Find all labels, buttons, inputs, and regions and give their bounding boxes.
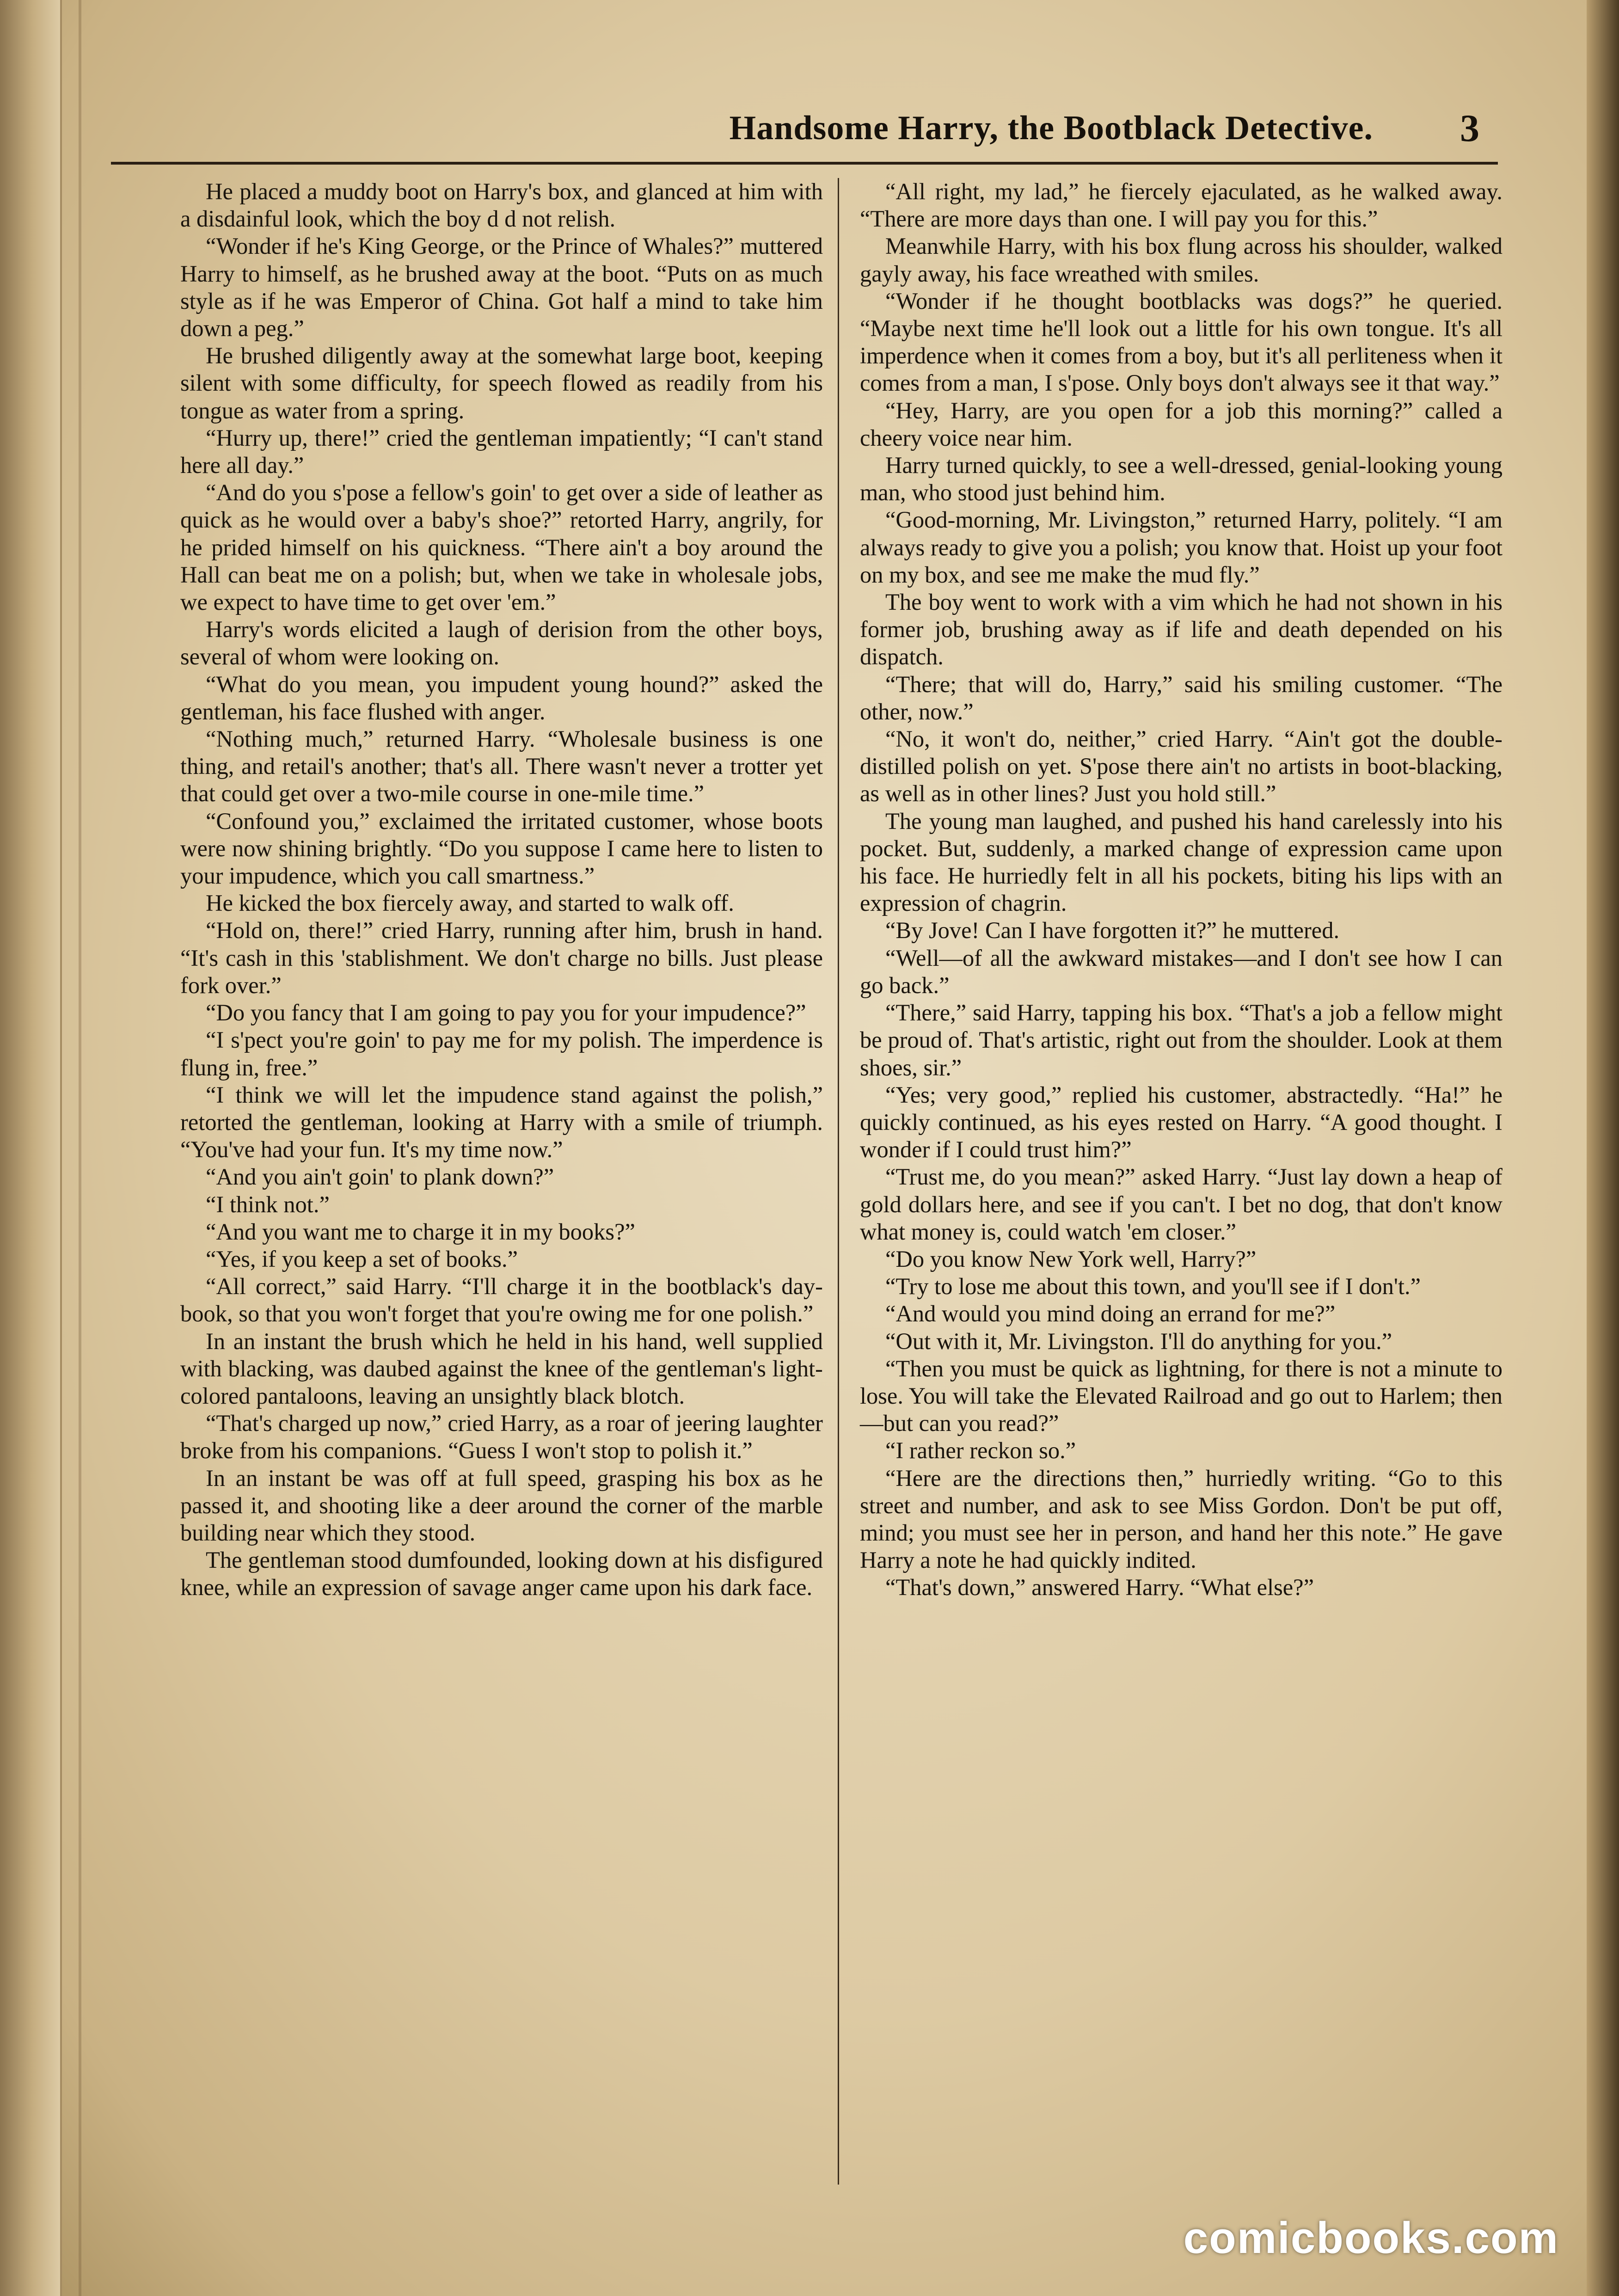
- paragraph: “Hey, Harry, are you open for a job this morning?” called a cheery voice near him.: [860, 397, 1502, 451]
- paragraph: “Wonder if he's King George, or the Prince of Whales?” muttered Harry to himself, as he brushed away at the boot. “Puts on as much style as if he was Emperor of China. Got half a mind to take him down a peg.”: [180, 233, 823, 342]
- paragraph: “I rather reckon so.”: [885, 1437, 1076, 1464]
- paragraph: “I s'pect you're goin' to pay me for my polish. The imperdence is flung in, free.”: [180, 1027, 823, 1080]
- paragraph: In an instant the brush which he held in his hand, well supplied with blacking, was daubed against the knee of the gentleman's light-colored pantaloons, leaving an unsightly black blotch.: [180, 1328, 823, 1409]
- paragraph: “Wonder if he thought bootblacks was dogs?” he queried. “Maybe next time he'll look out a little for his own tongue. It's all imperdence when it comes from a boy, but it's all perliteness when it comes from a man, I s'pose. Only boys don't always see it that way.”: [860, 288, 1502, 396]
- paragraph: “Yes; very good,” replied his customer, abstractedly. “Ha!” he quickly continued, as his eyes rested on Harry. “A good thought. I wonder if I could trust him?”: [860, 1081, 1502, 1163]
- text-column-left: [180, 178, 823, 2222]
- paragraph: “All right, my lad,” he fiercely ejaculated, as he walked away. “There are more days than one. I will pay you for this.”: [860, 178, 1502, 232]
- header-rule: [111, 162, 1498, 165]
- paragraph: “There,” said Harry, tapping his box. “That's a job a fellow might be proud of. That's artistic, right out from the shoulder. Look at them shoes, sir.”: [860, 1000, 1502, 1080]
- paragraph: “I think we will let the impudence stand against the polish,” retorted the gentleman, looking at Harry with a smile of triumph. “You've had your fun. It's my time now.”: [180, 1081, 823, 1163]
- paragraph: “Do you know New York well, Harry?”: [885, 1246, 1257, 1272]
- paragraph: “Hurry up, there!” cried the gentleman impatiently; “I can't stand here all day.”: [180, 424, 823, 479]
- text-column-right: [860, 178, 1502, 2222]
- paragraph: He brushed diligently away at the somewhat large boot, keeping silent with some difficulty, for speech flowed as readily from his tongue as water from a spring.: [180, 343, 823, 424]
- paragraph: “Confound you,” exclaimed the irritated customer, whose boots were now shining brightly. “Do you suppose I came here to listen to your impudence, which you call smartness.”: [180, 808, 823, 889]
- watermark-logo: comicbooks.com: [1183, 2213, 1559, 2263]
- paragraph: “Yes, if you keep a set of books.”: [206, 1246, 518, 1272]
- running-header: [111, 99, 1498, 169]
- paragraph: “Here are the directions then,” hurriedly writing. “Go to this street and number, and ask to see Miss Gordon. Don't be put off, mind; you must see her in person, and hand her this note.” He gave Harry a note he had quickly indited.: [860, 1465, 1502, 1573]
- book-spine: [0, 0, 62, 2296]
- page-edge-shadow: [1587, 0, 1619, 2296]
- paragraph: Harry turned quickly, to see a well-dressed, genial-looking young man, who stood just behind him.: [860, 452, 1502, 506]
- paragraph: “What do you mean, you impudent young hound?” asked the gentleman, his face flushed with anger.: [180, 671, 823, 724]
- paragraph: “And you ain't goin' to plank down?”: [206, 1164, 554, 1190]
- paragraph: “Good-morning, Mr. Livingston,” returned Harry, politely. “I am always ready to give you a polish; you know that. Hoist up your foot on my box, and see me make the mud fly.”: [860, 507, 1502, 588]
- paragraph: “Well—of all the awkward mistakes—and I don't see how I can go back.”: [860, 945, 1502, 998]
- column-divider: [838, 178, 839, 2185]
- paragraph: “That's down,” answered Harry. “What else?”: [885, 1574, 1314, 1601]
- paragraph: “I think not.”: [206, 1191, 330, 1217]
- paragraph: Harry's words elicited a laugh of derision from the other boys, several of whom were looking on.: [180, 616, 823, 670]
- paragraph: “By Jove! Can I have forgotten it?” he muttered.: [885, 917, 1340, 944]
- paragraph: “Then you must be quick as lightning, for there is not a minute to lose. You will take the Elevated Railroad and go out to Harlem; then —but can you read?”: [860, 1355, 1502, 1437]
- paragraph: “Out with it, Mr. Livingston. I'll do anything for you.”: [885, 1328, 1392, 1354]
- paragraph: “Hold on, there!” cried Harry, running after him, brush in hand. “It's cash in this 'stablishment. We don't charge no bills. Just please fork over.”: [180, 917, 823, 998]
- paragraph: “Nothing much,” returned Harry. “Wholesale business is one thing, and retail's another; that's all. There wasn't never a trotter yet that could get over a two-mile course in one-mile time.”: [180, 726, 823, 807]
- paragraph: “No, it won't do, neither,” cried Harry. “Ain't got the double-distilled polish on yet. S'pose there ain't no artists in boot-blacking, as well as in other lines? Just you hold still.”: [860, 726, 1502, 807]
- paragraph: “All correct,” said Harry. “I'll charge it in the bootblack's day-book, so that you won't forget that you're owing me for one polish.”: [180, 1273, 823, 1327]
- paragraph: “Do you fancy that I am going to pay you for your impudence?”: [206, 1000, 806, 1026]
- paragraph: He kicked the box fiercely away, and started to walk off.: [206, 890, 734, 916]
- paragraph: The young man laughed, and pushed his hand carelessly into his pocket. But, suddenly, a marked change of expression came upon his face. He hurriedly felt in all his pockets, biting his lips with an expression of chagrin.: [860, 808, 1502, 916]
- paragraph: The boy went to work with a vim which he had not shown in his former job, brushing away as if life and death depended on his dispatch.: [860, 589, 1502, 670]
- paragraph: “Try to lose me about this town, and you'll see if I don't.”: [885, 1273, 1421, 1300]
- page-number: 3: [1460, 107, 1479, 150]
- running-title: Handsome Harry, the Bootblack Detective.: [729, 109, 1373, 147]
- paragraph: “Trust me, do you mean?” asked Harry. “Just lay down a heap of gold dollars here, and see if you can't. I bet no dog, that don't know what money is, could watch 'em closer.”: [860, 1164, 1502, 1245]
- paragraph: He placed a muddy boot on Harry's box, and glanced at him with a disdainful look, which the boy d d not relish.: [180, 178, 823, 232]
- paragraph: In an instant be was off at full speed, grasping his box as he passed it, and shooting like a deer around the corner of the marble building near which they stood.: [180, 1465, 823, 1546]
- paragraph: “There; that will do, Harry,” said his smiling customer. “The other, now.”: [860, 671, 1502, 724]
- paragraph: “And do you s'pose a fellow's goin' to get over a side of leather as quick as he would over a baby's shoe?” retorted Harry, angrily, for he prided himself on his quickness. “There ain't a boy around the Hall can beat me on a polish; but, when we take in wholesale jobs, we expect to have time to get over 'em.”: [180, 479, 823, 615]
- paragraph: “And would you mind doing an errand for me?”: [885, 1301, 1336, 1327]
- paragraph: Meanwhile Harry, with his box flung across his shoulder, walked gayly away, his face wreathed with smiles.: [860, 233, 1502, 287]
- paragraph: “That's charged up now,” cried Harry, as a roar of jeering laughter broke from his companions. “Guess I won't stop to polish it.”: [180, 1410, 823, 1464]
- paragraph: The gentleman stood dumfounded, looking down at his disfigured knee, while an expression of savage anger came upon his dark face.: [180, 1547, 823, 1601]
- paragraph: “And you want me to charge it in my books?”: [206, 1218, 635, 1245]
- page-fold: [79, 0, 81, 2296]
